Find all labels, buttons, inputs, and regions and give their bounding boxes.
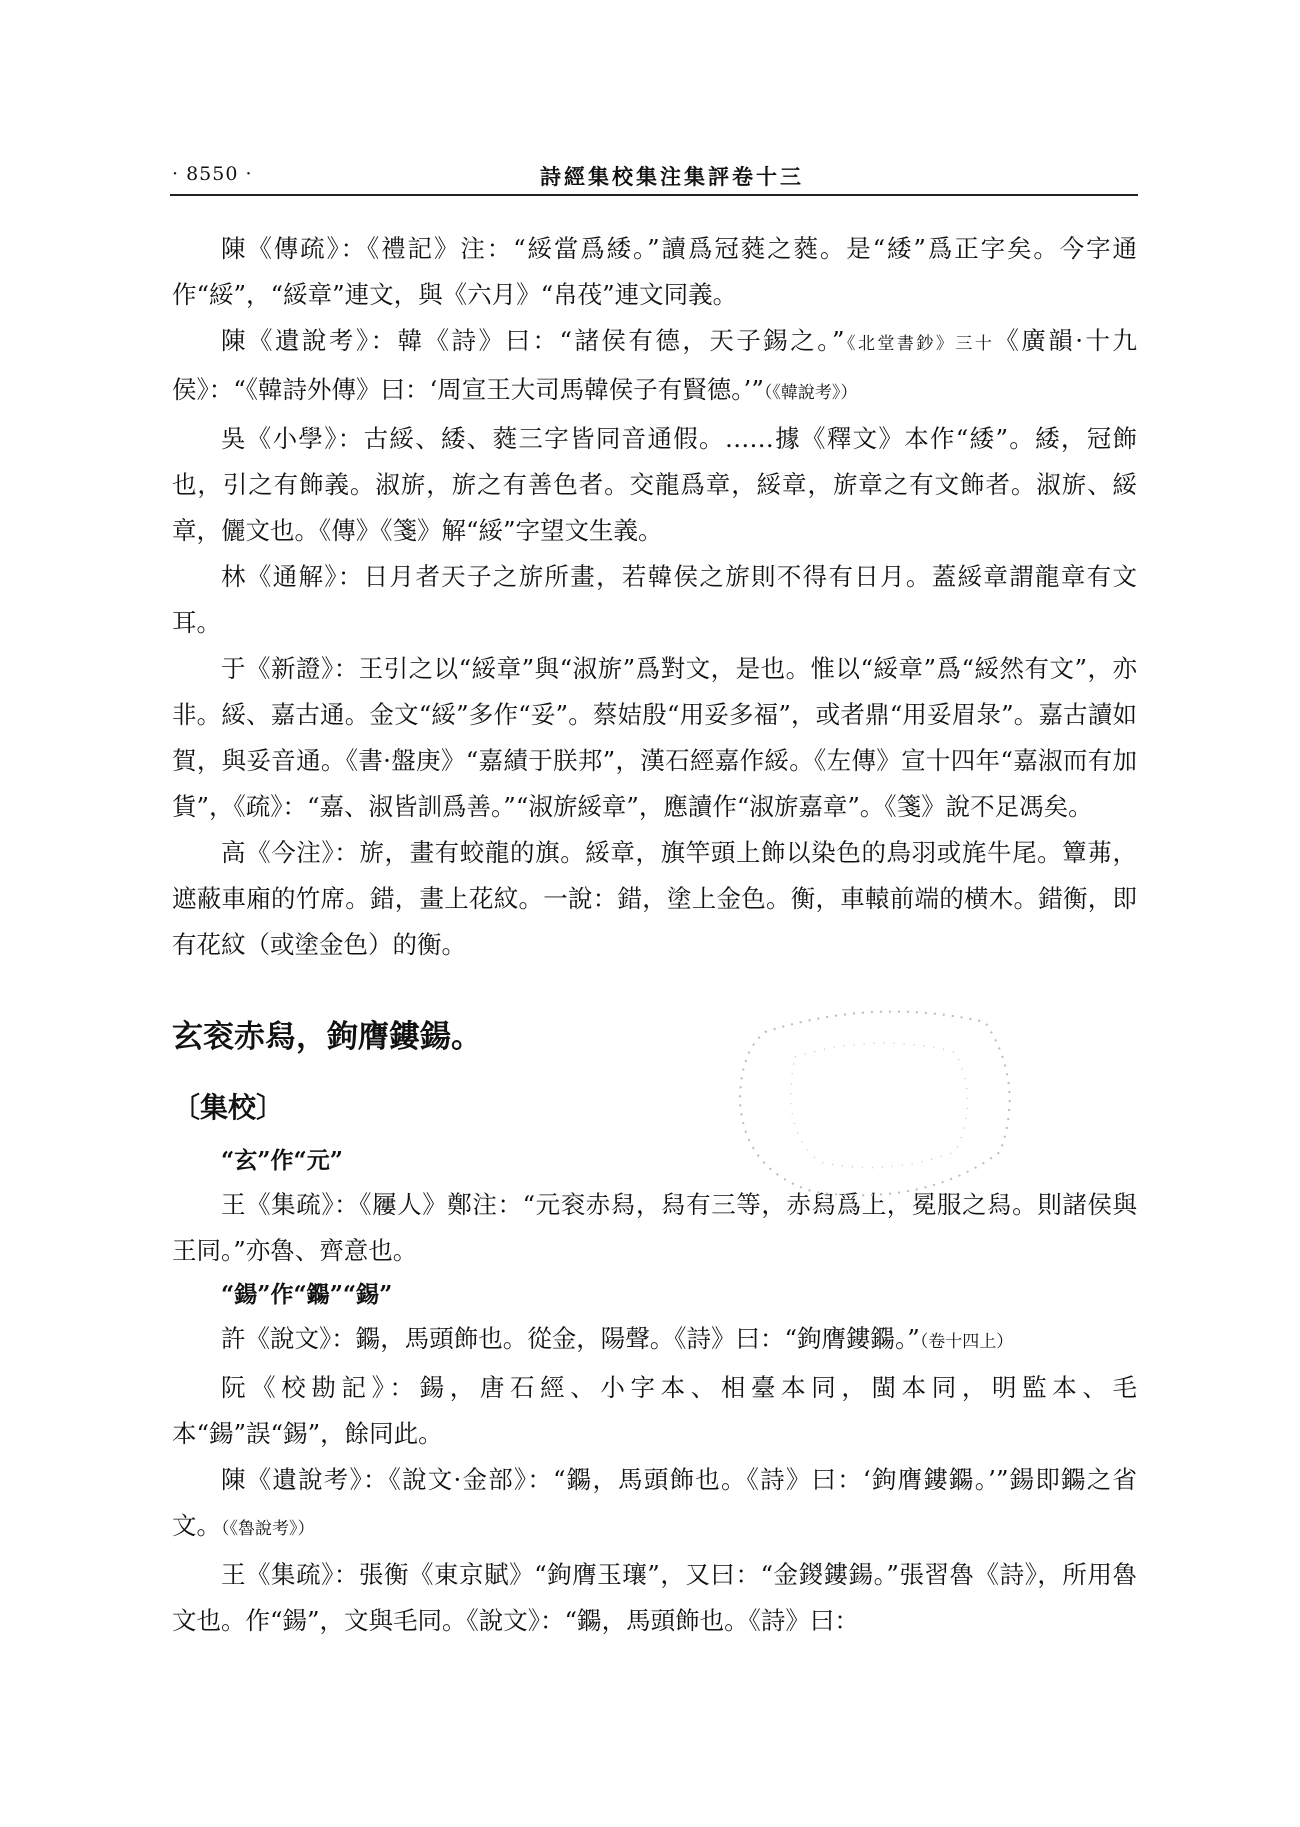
collation-paragraph: 王《集疏》：張衡《東京賦》“鉤膺玉瓖”，又曰：“金鍐鏤鍚。”張習魯《詩》，所用魯文也。作“鍚”，文與毛同。《說文》：“鐊，馬頭飾也。《詩》曰： [172,1560,1137,1635]
commentary-paragraph: 高《今注》：旂，畫有蛟龍的旗。綏章，旗竿頭上飾以染色的鳥羽或旄牛尾。簟茀，遮蔽車廂的竹席。錯，畫上花紋。一說：錯，塗上金色。衡，車轅前端的横木。錯衡，即有花紋（或塗金色）的衡。 [172,838,1137,959]
collation-paragraph: 許《說文》：鐊，馬頭飾也。從金，陽聲。《詩》曰：“鉤膺鏤鐊。”（卷十四上） [221,1324,1014,1353]
faded-stamp-mark [725,1002,1030,1207]
page-body [172,226,1137,1644]
running-title: 詩經集校集注集評卷十三 [540,164,804,189]
running-header [170,158,1140,198]
section-heading: 〔集校〕 [172,1091,285,1124]
citation-note: （《魯說考》） [221,1519,315,1539]
verse-title: 玄衮赤舄，鉤膺鏤鍚。 [172,1019,482,1055]
commentary-paragraph: 于《新證》：王引之以“綏章”與“淑旂”爲對文，是也。惟以“綏章”爲“綏然有文”，亦非。綏、嘉古通。金文“綏”多作“妥”。蔡姞殷“用妥多福”，或者鼎“用妥眉彔”。嘉古讀如賀，與妥音通。《書·盤庚》“嘉績于朕邦”，漢石經嘉作綏。《左傳》宣十四年“嘉淑而有加貨”，《疏》：“嘉、淑皆訓爲善。”“淑旂綏章”，應讀作“淑旂嘉章”。《箋》說不足馮矣。 [172,654,1137,821]
citation-note: （卷十四上） [919,1332,1014,1352]
commentary-paragraph: 林《通解》：日月者天子之旂所畫，若韓侯之旂則不得有日月。蓋綏章謂龍章有文耳。 [172,562,1137,637]
citation-note: 《北堂書鈔》三十 [844,334,995,354]
commentary-paragraph: 陳《傳疏》：《禮記》注：“綏當爲緌。”讀爲冠蕤之蕤。是“緌”爲正字矣。今字通作“綏”，“綏章”連文，與《六月》“帛茷”連文同義。 [172,234,1137,309]
commentary-paragraph: 陳《遺說考》：韓《詩》曰：“諸侯有德，天子錫之。”《北堂書鈔》三十《廣韻·十九侯》：“《韓詩外傳》曰：‘周宣王大司馬韓侯子有賢德。’”（《韓說考》） [172,326,1137,404]
commentary-paragraph: 吳《小學》：古綏、緌、蕤三字皆同音通假。……據《釋文》本作“緌”。緌，冠飾也，引之有飾義。淑旂，旂之有善色者。交龍爲章，綏章，旂章之有文飾者。淑旂、綏章，儷文也。《傳》《箋》解“綏”字望文生義。 [172,424,1137,545]
collation-paragraph: 王《集疏》：《屨人》鄭注：“元衮赤舄，舄有三等，赤舄爲上，冕服之舄。則諸侯與王同。”亦魯、齊意也。 [172,1190,1137,1265]
citation-note: （《韓說考》） [763,383,858,403]
collation-subheading: “鍚”作“鐊”“錫” [221,1281,393,1308]
header-rule [170,194,1138,196]
collation-paragraph: 陳《遺說考》：《說文·金部》：“鐊，馬頭飾也。《詩》曰：‘鉤膺鏤鐊。’”鍚即鐊之省文。（《魯說考》） [172,1465,1137,1540]
page-number: · 8550 · [172,163,253,185]
collation-subheading: “玄”作“元” [221,1147,343,1174]
collation-paragraph: 阮《校勘記》：鍚，唐石經、小字本、相臺本同，閩本同，明監本、毛本“鍚”誤“錫”，餘同此。 [172,1373,1137,1448]
